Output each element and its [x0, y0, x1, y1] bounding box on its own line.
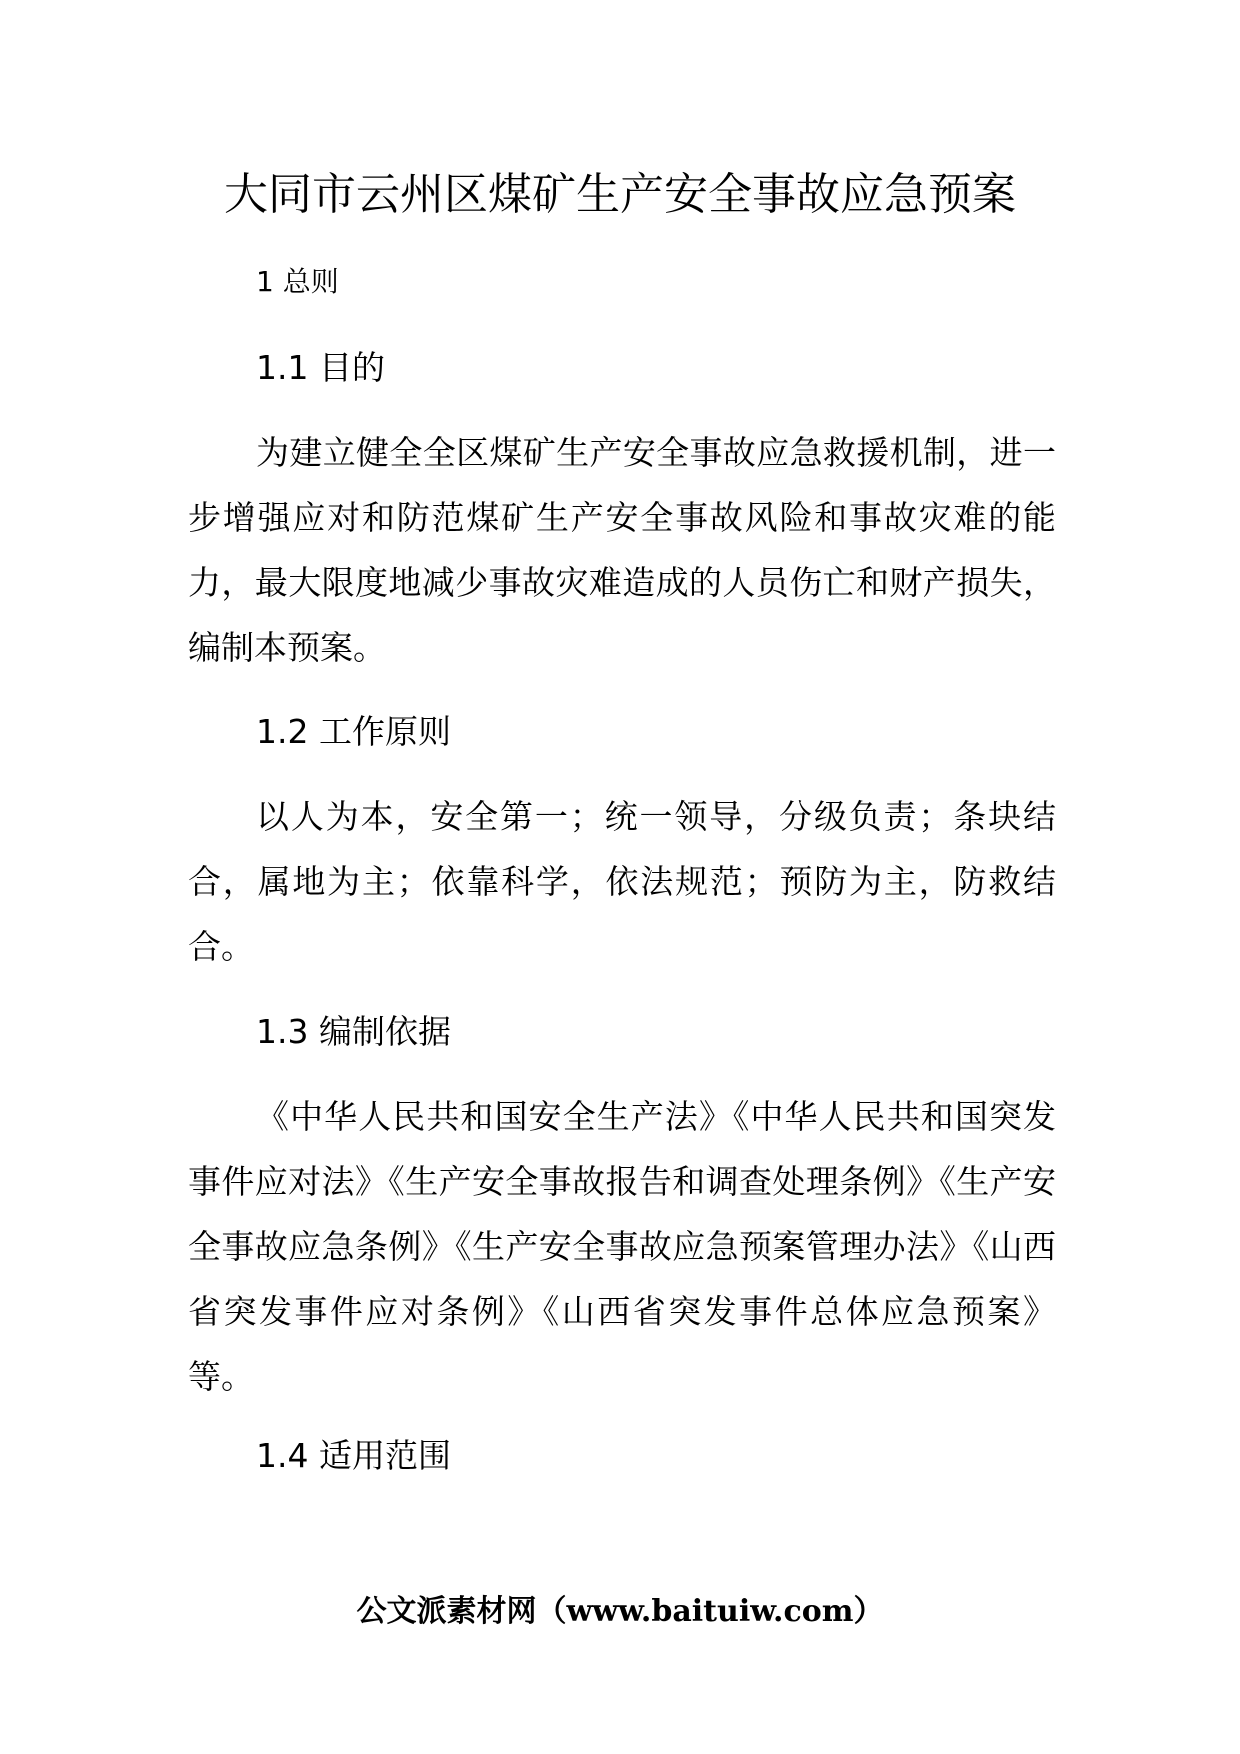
paragraph-purpose: 为建立健全全区煤矿生产安全事故应急救援机制，进一步增强应对和防范煤矿生产安全事故风险和事故灾难的能力，最大限度地减少事故灾难造成的人员伤亡和财产损失，编制本预案。	[188, 433, 1056, 667]
section-heading-1-4: 1.4 适用范围	[256, 1436, 451, 1475]
document-title: 大同市云州区煤矿生产安全事故应急预案	[224, 169, 1016, 220]
section-heading-1-3: 1.3 编制依据	[256, 1012, 451, 1051]
section-heading-1-1: 1.1 目的	[256, 348, 385, 387]
paragraph-basis: 《中华人民共和国安全生产法》《中华人民共和国突发事件应对法》《生产安全事故报告和调查处理条例》《生产安全事故应急条例》《生产安全事故应急预案管理办法》《山西省突发事件应对条例》《山西省突发事件总体应急预案》等。	[188, 1097, 1056, 1396]
footer-watermark-text: 公文派素材网（www.baituiw.com）	[356, 1594, 884, 1629]
section-heading-1-2: 1.2 工作原则	[256, 712, 451, 751]
section-heading-1: 1 总则	[256, 265, 339, 298]
paragraph-principles: 以人为本，安全第一；统一领导，分级负责；条块结合，属地为主；依靠科学，依法规范；预防为主，防救结合。	[188, 797, 1056, 966]
